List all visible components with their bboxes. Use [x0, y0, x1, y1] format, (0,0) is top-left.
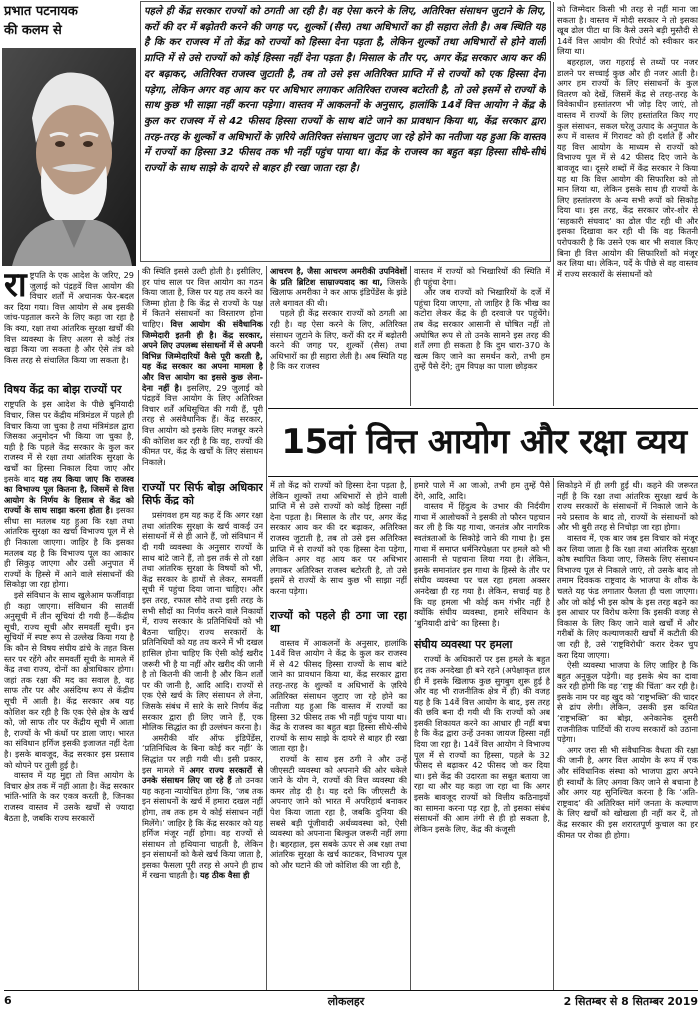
- col3-subheading: राज्यों को पहले ही ठगा जा रहा था: [270, 608, 407, 635]
- page-number: 6: [4, 994, 12, 1007]
- col5-body-4: अगर जरा सी भी संवैधानिक वैधता की रक्षा की जानी है, अगर वित्त आयोग के रूप में एक और संविधानिक संस्था को भाजपा द्वारा अपने ही स्वार्थों के लिए अगवा किए जाने से बचाना है और अगर यह सुनिश्चित करना है कि ‘अति-राष्ट्रवाद’ की अतिरिक्त मांगें जनता के कल्याण के लिए खर्चों को खोखला ही नहीं कर दें, तो केंद्र सरकार की इस शरारतपूर्ण कुचाल का हर कीमत पर रोका ही होगा।: [557, 744, 698, 840]
- lead-top-rule: [140, 1, 550, 2]
- lead-left-rule: [140, 1, 141, 261]
- col2-subheading: राज्यों पर सिर्फ बोझ अधिकार सिर्फ केंद्र को: [142, 481, 263, 508]
- author-photo: [2, 48, 136, 266]
- col2-bold-1: वित्त आयोग की संवैधानिक जिम्मेदारी इतनी ही है। केंद्र सरकार, अपने लिए उपलब्ध संसाधनों में से अपनी विभिन्न जिम्मेदारियों कैसे पूरी करती है, यह केंद्र सरकार का अपना मामला है और वित्त आयोग का इससे कुछ लेना-देना नहीं है।: [142, 318, 263, 393]
- column-rule-2: [266, 266, 267, 990]
- column-4-top: [414, 266, 550, 406]
- dropcap: रा: [4, 270, 27, 305]
- column-4-bottom: [414, 480, 550, 988]
- byline-suffix: की कलम से: [4, 23, 62, 38]
- col2-top: की स्थिति इससे उल्टी होती है। इसीलिए, हर पांच साल पर वित्त आयोग का गठन किया जाता है, जिस पर यह तय करने का जिम्मा होता है कि केंद्र से राज्यों के पक्ष में कितने संसाधनों का विस्तारण होना चाहिए।: [142, 266, 263, 329]
- col1-body-3: इसे संविधान के साथ खुलेआम फर्जीवाड़ा ही कहा जाएगा। संविधान की सातवीं अनुसूची में तीन सूचियां दी गयी हैं—केंद्रीय सूची, राज्य सूची और समवर्ती सूची। इन सूचियों में स्पष्ट रूप से उल्लेख किया गया है कि कौन से विषय संघीय ढांचे के तहत किस स्तर पर रहेंगे और समवर्ती सूची के मामले में केंद्र तथा राज्य, दोनों का क्षेत्राधिकार होगा। जहां तक रक्षा की मद का सवाल है, वह साफ तौर पर और असंदिग्ध रूप से केंद्रीय सूची में आती है। केंद्र सरकार अब यह कोशिश कर रही है कि एक ऐसे क्षेत्र के खर्च को, जो साफ तौर पर केंद्रीय सूची में आता है, राज्यों के भी कंधों पर डाला जाए। भारत का संविधान हर्गिज इसकी इजाजत नहीं देता है। इसके बावजूद, केंद्र सरकार इस प्रस्ताव को थोपने पर तुली हुई है।: [4, 590, 134, 770]
- col2-bold-3: यह ठीक वैसा ही: [199, 870, 250, 881]
- col2-bold-2: अगर राज्य सरकारों से उनके संसाधन लिए जा रहे हैं: [142, 764, 263, 786]
- author-portrait-icon: [2, 48, 136, 266]
- column-rule-3b: [410, 478, 411, 990]
- col4-subheading: संघीय व्यवस्था पर हमला: [414, 638, 513, 652]
- headline-top-rule: [268, 408, 698, 409]
- col5-body-1: सिकोड़ने में ही लगी हुई थी। कहने की जरूरत नहीं है कि रक्षा तथा आंतरिक सुरक्षा खर्च के राज्य सरकारों के संसाधनों में निकाले जाने के नये प्रस्ताव के बाद तो, राज्यों के संसाधनों को और भी बुरी तरह से निचोड़ा जा रहा होगा।: [557, 480, 698, 533]
- col1-body-1: राष्ट्रपति के इस आदेश के पीछे बुनियादी विचार, जिस पर केंद्रीय मंत्रिमंडल में पहले ही विचार किया जा चुका है तथा मंत्रिमंडल द्वारा जिसका अनुमोदन भी किया जा चुका है, यही है कि पहले केंद्र सरकार के कुल कर राजस्व में से रक्षा तथा आंतरिक सुरक्षा के खर्चों का हिस्सा निकाल दिया जाए और इसके बाद: [4, 399, 134, 484]
- col1-intro: ष्ट्रपति के एक आदेश के जरिए, 29 जुलाई को पंद्रहवें वित्त आयोग की विचार शर्तों में अचानक फेर-बदल कर दिया गया। वित्त आयोग से अब इसकी जांच-पड़ताल करने के लिए कहा जा रहा है कि क्या, रक्षा तथा आंतरिक सुरक्षा खर्चों की वित्त व्यवस्था के लिए अलग से कोई तंत्र खड़ा किया जा सकता है और ऐसे तंत्र को किस तरह से संचालित किया जा सकता है।: [4, 270, 134, 365]
- column-rule-4a: [553, 2, 554, 406]
- col2-top-2: इसलिए, 29 जुलाई को पंद्रहवें वित्त आयोग के लिए अतिरिक्त विचार शर्तें अधिसूचित की गयी हैं, पूरी तरह से असंवैधानिक हैं। केंद्र सरकार, वित्त आयोग को इसके लिए मजबूर करने की कोशिश कर रही है कि वह, राज्यों की कीमत पर, केंद्र के खर्चों के लिए संसाधन निकाले।: [142, 382, 263, 467]
- col4-body-1: हमारे पाले में आ जाओ, तभी हम तुम्हें पैसे देंगे, आदि, आदि।: [414, 480, 550, 501]
- lead-right-rule: [550, 1, 551, 261]
- col2-body-3: तो उनका यह कहना न्यायोचित होगा कि, ‘जब तक इन संसाधनों के खर्च में हमारा दखल नहीं होगा, तब तक हम ये कोई संसाधन नहीं मिलेंगे।’ जाहिर है कि केंद्र सरकार को यह हर्गिज मंजूर नहीं होगा। वह राज्यों से संसाधन तो हथियाना चाहती है, लेकिन इन संसाधनों को कैसे खर्च किया जाता है, इसका फैसला पूरी तरह से अपने ही हाथ में रखना चाहती है।: [142, 775, 263, 881]
- publication-name: लोकलहर: [327, 995, 365, 1008]
- author-byline: [4, 2, 134, 46]
- col1-body-4: वास्तव में यह मुद्दा तो वित्त आयोग के विचार क्षेत्र तक में नहीं आता है। केंद्र सरकार भांति-भांति के कर एकत्र करती है, जिनका राजस्व वास्तव में उसके खर्चों से ज्यादा बैठता है, जबकि राज्य सरकारों: [4, 770, 134, 823]
- col5-body-2: वास्तव में, एक बार जब इस विचार को मंजूर कर लिया जाता है कि रक्षा तथा आंतरिक सुरक्षा कोष स्थापित किया जाए, जिसके लिए संसाधन विभाज्य पूल से निकाले जाएं, तो उसके बाद तो तमाम दिवकक राष्ट्रवाद के भाजपा के शौक के चलते यह फंड लगातार फैलता ही चला जाएगा। और जो कोई भी इस कोष के इस तरह बढ़ने का इस आधार पर विरोध करेगा कि इसकी वजह से विकास के लिए किए जाने वाले खर्चों में और गरीबों के लिए कल्याणकारी खर्चों में कटौती की जा रही है, उसे ‘राष्ट्रविरोधी’ करार देकर चुप करा दिया जाएगा।: [557, 532, 698, 660]
- column-3-top: [270, 266, 407, 406]
- col3-body-2: वास्तव में आकलनों के अनुसार, हालांकि 14वें वित्त आयोग ने केंद्र के कुल कर राजस्व में से 42 फीसद हिस्सा राज्यों के साथ बांटे जाने का प्रावधान किया था, केंद्र सरकार द्वारा तरह-तरह के शुल्कों व अधिभारों के ज़रिये अतिरिक्त संसाधन जुटाए जा रहे होने का नतीजा यह हुआ कि वास्तव में राज्यों का हिस्सा 32 फीसद तक भी नहीं पहुंच पाया था। केंद्र के राजस्व का बहुत बड़ा हिस्सा सीधे-सीधे राज्यों के साथ साझे के दायरे से बाहर ही रखा जाता रहा है।: [270, 637, 407, 754]
- col3-top-2: जिसके खिलाफ अमरीका ने कर आफ इंडिपेंडेंस के झंडे तले बगावत की थी।: [270, 276, 407, 308]
- footer-rule: [4, 990, 698, 991]
- column-rule-3a: [410, 266, 411, 406]
- col4-body-2: वास्तव में हिंदुत्व के उभार की निर्दयीग गाथा में आलोचकों ने इसकी तो फौरन पहचान कर ली है कि यह गाथा, जनतंत्र और नागरिक स्वतंत्रताओं के सिकोड़े जाने की गाथा है। इस गाथा में समाप्त धर्मनिरपेक्षता पर हमले को भी आसानी से पहचाना लिया गया है। लेकिन, इसके समानांतर इस गाथा के हिस्से के तौर पर संघीय व्यवस्था पर चल रहा हमला अक्सर अनदेखा ही रह गया है। लेकिन, सचाई यह है कि यह हमला भी कोई कम गंभीर नहीं है क्योंकि संघीय व्यवस्था, हमारे संविधान के ‘बुनियादी ढांचे’ का हिस्सा है।: [414, 501, 550, 628]
- column-5-top: [557, 4, 698, 406]
- col3-top-bold: आचरण है, जैसा आचरण अमरीकी उपनिवेशों के प्रति ब्रिटिश साम्राज्यवाद का था,: [270, 266, 407, 287]
- col3-body-3: राज्यों के साथ इस ठगी ने और उन्हें जीएसटी व्यवस्था को अपनाने की ओर धकेले जाने के योग ने, राज्यों की वित्त व्यवस्था की कमर तोड़ दी है। यह दरो कि जीएसटी के अपनाए जाने को भारत में अपरिहार्य बनाकर पेश किया जाता रहा है, जबकि दुनिया की सबसे बड़ी पूंजीवादी अर्थव्यवस्था को, ऐसी व्यवस्था को अपनाना बिल्कुल जरूरी नहीं लगा है। बहरहाल, इस सबके ऊपर से अब रक्षा तथा आंतरिक सुरक्षा के खर्च काटकर, विभाज्य पूल को और घटाने की जो कोशिश की जा रही है,: [270, 754, 407, 870]
- issue-date: 2 सितम्बर से 8 सितम्बर 2019: [563, 995, 698, 1008]
- col4-top-1: वास्तव में राज्यों को भिखारियों की स्थिति में ही पहुंचा देगा।: [414, 266, 550, 287]
- col1-subheading: विषय केंद्र का बोझ राज्यों पर: [4, 383, 122, 397]
- col5-top-2: बहरहाल, जरा गहराई से तथ्यों पर नजर डालने पर सच्चाई कुछ और ही नजर आती है। अगर हम राज्यों के लिए संसाधनों के कुल वितरण को देखें, जिसमें केंद्र से तरह-तरह के विवेकाधीन हस्तांतरण भी जोड़ दिए जाएं, तो वास्तव में राज्यों के लिए हस्तांतरित किए गए कुल संसाधन, सकल घरेलू उत्पाद के अनुपात के रूप में वास्तव में गिरावट को ही दर्शाते हैं और यह वित्त आयोग के माध्यम से राज्यों को विभाज्य पूल में से 42 फीसद दिए जाने के बावजूद था। दूसरे शब्दों में केंद्र सरकार ने किया यह था कि वित्त आयोग की सिफारिश को तो मान लिया था, लेकिन इसके साथ ही राज्यों के लिए हस्तांतरण के अन्य सभी रूपों को सिकोड़ दिया था। इस तरह, केंद्र सरकार जोर-शोर से ‘सहकारी संघवाद’ का ढोल पीट रही थी और इसका दिखावा कर रही थी कि वह कितनी परोपकारी है कि उसने एक बार भी सवाल किए बिना ही वित्त आयोग की सिफारिशों को मंजूर कर लिया था। लेकिन, पर्दे के पीछे से वह वास्तव में राज्य सरकारों के संसाधनों को: [557, 56, 698, 279]
- col2-body-2: अमरीकी वॉर ऑफ इंडिपेंडेंस, ‘प्रतिनिधित्व के बिना कोई कर नहीं’ के सिद्धांत पर लड़ी गयी थी। इसी प्रकार, इस मामले में: [142, 732, 263, 775]
- col1-body-2: इसका सीधा सा मतलब यह हुआ कि रक्षा तथा आंतरिक सुरक्षा का खर्चा विभाज्य पूल में से ही निकाला जाएगा। जाहिर है कि इसका मतलब यह है कि विभाज्य पूल का आकार ही सिकुड़ जाएगा और उसी अनुपात में राज्यों के हिस्से में आने वाले संसाधनों की सिकोड़ा जा रहा होगा।: [4, 505, 134, 590]
- headline-bottom-rule: [268, 476, 698, 477]
- col2-body-1: प्रसंगवश हम यह कह दें कि अगर रक्षा तथा आंतरिक सुरक्षा के खर्च वाकई उन संसाधनों में से ही आने हैं, जो संविधान में दी गयी व्यवस्था के अनुसार राज्यों के साथ बांटे जाने हैं, तो इस तर्क से तो रक्षा तथा आंतरिक सुरक्षा के विषयों को भी, केंद्र सरकार के हाथों से लेकर, समवर्ती सूची में पहुंचा दिया जाना चाहिए। और इस तरह, रफाल सौदे तथा इसी तरह के सभी सौदों का निर्णय करने वाले निकायों में, राज्य सरकार के प्रतिनिधियों को भी बैठना चाहिए। राज्य सरकारों के प्रतिनिधियों को यह तय करने में भी दखल हासिल होना चाहिए कि ऐसी कोई खरीद जरूरी भी है या नहीं और खरीद की जानी है तो कितनी की जानी है और किन शर्तों पर की जानी है, आदि आदि। राज्यों से एक ऐसे खर्च के लिए संसाधन ले लेना, जिसके संबंध में सारे के सारे निर्णय केंद्र सरकार द्वारा ही लिए जाने हैं, एक मौलिक सिद्धांत का ही उल्लंघन करना है।: [142, 510, 263, 733]
- column-2: [142, 266, 263, 988]
- column-rule-1: [138, 270, 139, 990]
- lead-bottom-rule: [140, 261, 551, 262]
- col4-top-2: और जब राज्यों को भिखारियों के दर्जे में पहुंचा दिया जाएगा, तो जाहिर है कि भीख का कटोरा लेकर केंद्र के ही दरवाजे पर पहुंचेंगे। तब केंद्र सरकार आसानी से घोषित नहीं तो अघोषित रूप से तो उनके सामने इस तरह की शर्तें लगा ही सकता है कि दुम धारा-370 के खत्म किए जाने का समर्थन करो, तभी हम तुम्हें पैसे देंगे; तुम विपक्ष का पाला छोड़कर: [414, 287, 550, 372]
- column-5-bottom: [557, 480, 698, 988]
- col3-body-1: में तो केंद्र को राज्यों को हिस्सा देना पड़ता है, लेकिन शुल्कों तथा अधिभारों से होने वाली प्राप्ति में से उसे राज्यों को कोई हिस्सा नहीं देना पड़ता है। मिसाल के तौर पर, अगर केंद्र सरकार आय कर की दर बढ़ाकर, अतिरिक्त राजस्व जुटाती है, तब तो उसे इस अतिरिक्त प्राप्ति में से राज्यों को एक हिस्सा देना पड़ेगा, लेकिन अगर वह आय कर पर अधिभार लगाकर अतिरिक्त राजस्व बटोरती है, तो उसे इसमें से राज्यों के साथ कुछ भी साझा नहीं करना पड़ेगा।: [270, 480, 407, 596]
- column-3-bottom: [270, 480, 407, 988]
- column-rule-4b: [553, 478, 554, 990]
- author-name: प्रभात पटनायक: [4, 4, 78, 19]
- lead-paragraph: पहले ही केंद्र सरकार राज्यों को ठगती आ रही है। वह ऐसा करने के लिए, अतिरिक्त संसाधन जुटाने के लिए, करों की दर में बढ़ोतरी करने की जगह पर, शुल्कों (सैस) तथा अधिभारों का ही सहारा लेती है। अब स्थिति यह है कि कर राजस्व में तो केंद्र को राज्यों को हिस्सा देना पड़ता है, लेकिन शुल्कों तथा अधिभारों से होने वाली प्राप्ति में से उसे राज्यों को कोई हिस्सा नहीं देना पड़ता है। मिसाल के तौर पर, अगर केंद्र सरकार आय कर की दर बढ़ाकर, अतिरिक्त राजस्व जुटाती है, तब तो उसे इस अतिरिक्त प्राप्ति में से राज्यों को एक हिस्सा देना पड़ेगा, लेकिन अगर वह आय कर पर अधिभार लगाकर अतिरिक्त राजस्व बटोरती है, तो उसे इसमें से राज्यों के साथ कुछ भी साझा नहीं करना पड़ेगा। वास्तव में आकलनों के अनुसार, हालांकि 14वें वित्त आयोग ने केंद्र के कुल कर राजस्व में से 42 फीसद हिस्सा राज्यों के साथ बांटे जाने का प्रावधान किया था, केंद्र सरकार द्वारा तरह-तरह के शुल्कों व अधिभारों के ज़रिये अतिरिक्त संसाधन जुटाए जा रहे होने का नतीजा यह हुआ कि वास्तव में राज्यों का हिस्सा 32 फीसद तक भी नहीं पहुंच पाया था। केंद्र के राजस्व का बहुत बड़ा हिस्सा सीधे-सीधे राज्यों के साथ साझे के दायरे से बाहर ही रखा जाता रहा है।: [144, 6, 546, 175]
- col4-body-3: राज्यों के अधिकारों पर इस हमले के बहुत हद तक अनदेखा ही बने रहने (अपेक्षाकृत हाल ही में इसके खिलाफ कुछ सुगबुग शुरू हुई है और वह भी राजनीतिक क्षेत्र में ही) की वजह यह है कि 14वें वित्त आयोग के बाद, इस तरह की छवि बना दी गयी थी कि राज्यों को अब इसकी शिकायत करने का आधार ही नहीं बचा है कि केंद्र द्वारा उन्हें उनका जायज हिस्सा नहीं दिया जा रहा है। 14वें वित्त आयोग ने विभाज्य पूल में से राज्यों का हिस्सा, पहले के 32 फीसद से बढ़ाकर 42 फीसद जो कर दिया था। इसे केंद्र की उदारता का सबूत बताया जा रहा था और यह कहा जा रहा था कि अगर इसके बावजूद राज्यों को वित्तीय कठिनाइयों का सामना करना पड़ रहा है, तो इसका संबंध संसाधनों की आम तंगी से ही हो सकता है, लेकिन इसके लिए, केंद्र की कंजूसी: [414, 654, 550, 834]
- col5-top: को जिम्मेदार किसी भी तरह से नहीं माना जा सकता है। वास्तव में मोदी सरकार ने तो इसका खूब ढोल पीटा था कि कैसे उसने बड़ी मुस्तैदी से 14वें वित्त आयोग की रिपोर्ट को स्वीकार कर लिया था।: [557, 4, 698, 57]
- col1-body-1-bold: यह तय किया जाए कि राजस्व का विभाज्य पूल कितना है, जिसमें से वित्त आयोग के निर्णय के हिसाब से केंद्र को राज्यों के साथ साझा करना होता है।: [4, 473, 134, 516]
- column-1: [4, 270, 134, 988]
- col5-body-3: ऐसी व्यवस्था भाजपा के लिए जाहिर है कि बहुत अनुकूल पड़ेगी। वह इसके श्रेय का दावा कर रही होगी कि वह ‘राष्ट्र की चिंता’ कर रही है। इसके नाम पर वह खुद को ‘राष्ट्रभक्ति’ की चादर से ढांप लेगी। लेकिन, उसकी इस कथित ‘राष्ट्रभक्ति’ का बोझ, अनेकानेक दूसरी राजनीतिक पार्टियों की राज्य सरकारों को उठाना पड़ेगा।: [557, 660, 698, 745]
- article-headline: 15वां वित्त आयोग और रक्षा व्यय: [281, 422, 687, 462]
- col3-top-3: पहले ही केंद्र सरकार राज्यों को ठगती आ रही है। वह ऐसा करने के लिए, अतिरिक्त संसाधन जुटाने के लिए, करों की दर में बढ़ोतरी करने की जगह पर, शुल्कों (सैस) तथा अधिभारों का ही सहारा लेती है। अब स्थिति यह है कि कर राजस्व: [270, 308, 407, 372]
